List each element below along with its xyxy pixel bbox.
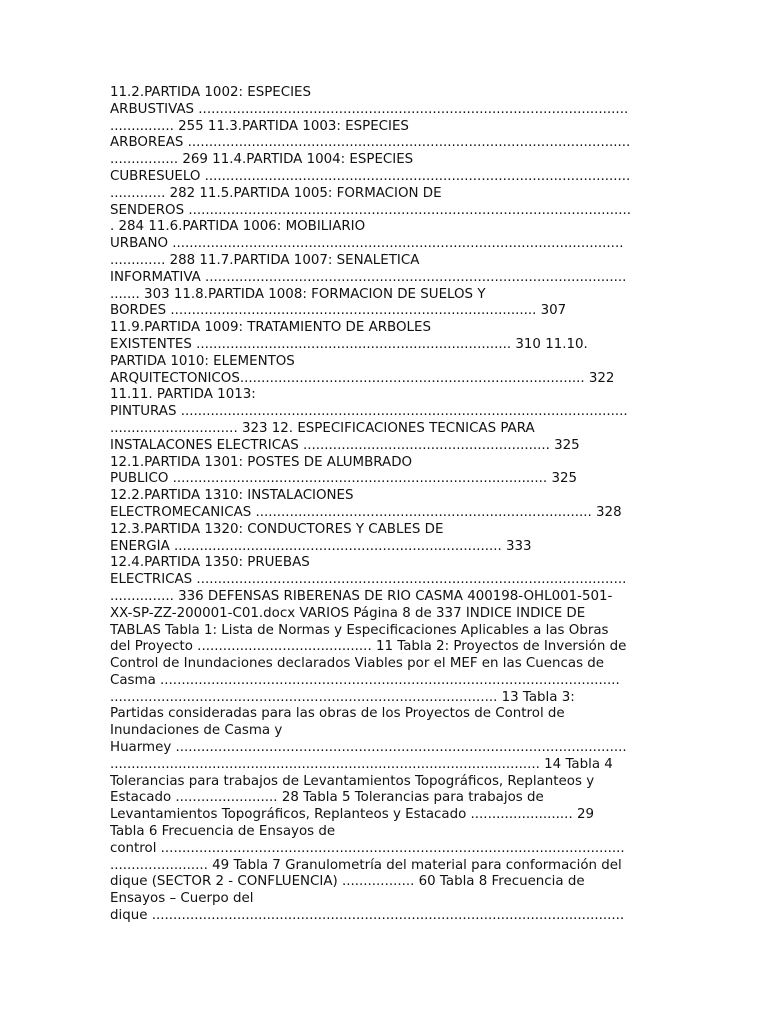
text-line: ....... 303 11.8.PARTIDA 1008: FORMACIÓN DE SUELOS Y [110,286,486,302]
text-line: Estacado ........................ 28 Tabla 5 Tolerancias para trabajos de [110,790,544,806]
text-line: ENERGÍA ............................................................................. 333 [110,538,532,554]
text-line: PÚBLICO ........................................................................................ 325 [110,471,578,487]
text-line: SENDEROS ........................................................................................................ [110,202,632,218]
text-line: TABLAS Tabla 1: Lista de Normas y Especificaciones Aplicables a las Obras [110,622,609,638]
text-line: Tabla 6 Frecuencia de Ensayos de [110,824,336,840]
text-line: Ensayos – Cuerpo del [110,891,254,907]
text-line: ............. 288 11.7.PARTIDA 1007: SEÑALÉTICA [110,252,420,268]
text-line: ............. 282 11.5.PARTIDA 1005: FORMACIÓN DE [110,185,442,201]
text-line: INFORMATIVA ................................................................................................... [110,269,627,285]
text-line: XX-SP-ZZ-200001-C01.docx VARIOS Página 8 de 337 ÍNDICE ÍNDICE DE [110,605,586,621]
text-line: Casma ............................................................................................................ [110,672,620,688]
text-line: .............................. 323 12. ESPECIFICACIONES TÉCNICAS PARA [110,420,535,436]
text-line: control ............................................................................................................. [110,840,625,856]
text-line: PARTIDA 1010: ELEMENTOS [110,353,295,369]
text-line: ....................... 49 Tabla 7 Granulometría del material para conformación del [110,857,622,873]
text-line: ELECTRICAS ..................................................................................................... [110,572,627,588]
text-line: ARQUITECTÓNICOS................................................................................. 322 [110,370,615,386]
text-line: EXISTENTES .......................................................................... 310 11.10. [110,336,588,352]
text-line: ............... 336 DEFENSAS RIBEREÑAS DE RÍO CASMA 400198-OHL001-501- [110,588,613,604]
text-line: ..................................................................................................... 14 Tabla 4 [110,756,613,772]
text-line: 12.2.PARTIDA 1310: INSTALACIONES [110,488,354,504]
text-line: Huarmey .......................................................................................................... [110,740,627,756]
text-line: ARBÓREAS ........................................................................................................ [110,135,631,151]
text-line: PINTURAS ......................................................................................................... [110,404,628,420]
text-line: Control de Inundaciones declarados Viables por el MEF en las Cuencas de [110,656,605,672]
text-line: URBANO .......................................................................................................... [110,236,624,252]
text-line: Inundaciones de Casma y [110,723,283,739]
text-line: 12.4.PARTIDA 1350: PRUEBAS [110,555,310,571]
text-line: Tolerancias para trabajos de Levantamientos Topográficos, Replanteos y [110,773,595,789]
text-line: Partidas consideradas para las obras de los Proyectos de Control de [110,706,565,722]
text-line: ................ 269 11.4.PARTIDA 1004: ESPECIES [110,152,414,168]
text-line: dique (SECTOR 2 - CONFLUENCIA) ................. 60 Tabla 8 Frecuencia de [110,874,585,890]
text-line: BORDES ...................................................................................... 307 [110,303,567,319]
text-line: 11.2.PARTIDA 1002: ESPECIES [110,85,312,100]
text-line: ........................................................................................... 13 Tabla 3: [110,689,575,705]
text-line: 11.9.PARTIDA 1009: TRATAMIENTO DE ÁRBOLES [110,320,431,336]
text-line: ELECTROMECANICAS ............................................................................... 328 [110,504,622,520]
text-line: . 284 11.6.PARTIDA 1006: MOBILIARIO [110,219,366,235]
text-line: del Proyecto ......................................... 11 Tabla 2: Proyectos de Inversión de [110,639,627,655]
text-line: 11.11. PARTIDA 1013: [110,387,256,403]
text-line: CUBRESUELO .................................................................................................... [110,168,631,184]
text-line: dique ............................................................................................................... [110,908,625,924]
text-line: 12.1.PARTIDA 1301: POSTES DE ALUMBRADO [110,454,413,470]
table-of-contents-text [110,85,670,925]
text-line: INSTALACONES ELÉCTRICAS .......................................................... 325 [110,437,580,453]
text-line: ARBUSTIVAS ..................................................................................................... [110,101,629,117]
text-line: Levantamientos Topográficos, Replanteos y Estacado ........................ 29 [110,807,594,823]
text-line: ............... 255 11.3.PARTIDA 1003: ESPECIES [110,118,409,134]
text-line: 12.3.PARTIDA 1320: CONDUCTORES Y CABLES DE [110,521,444,537]
